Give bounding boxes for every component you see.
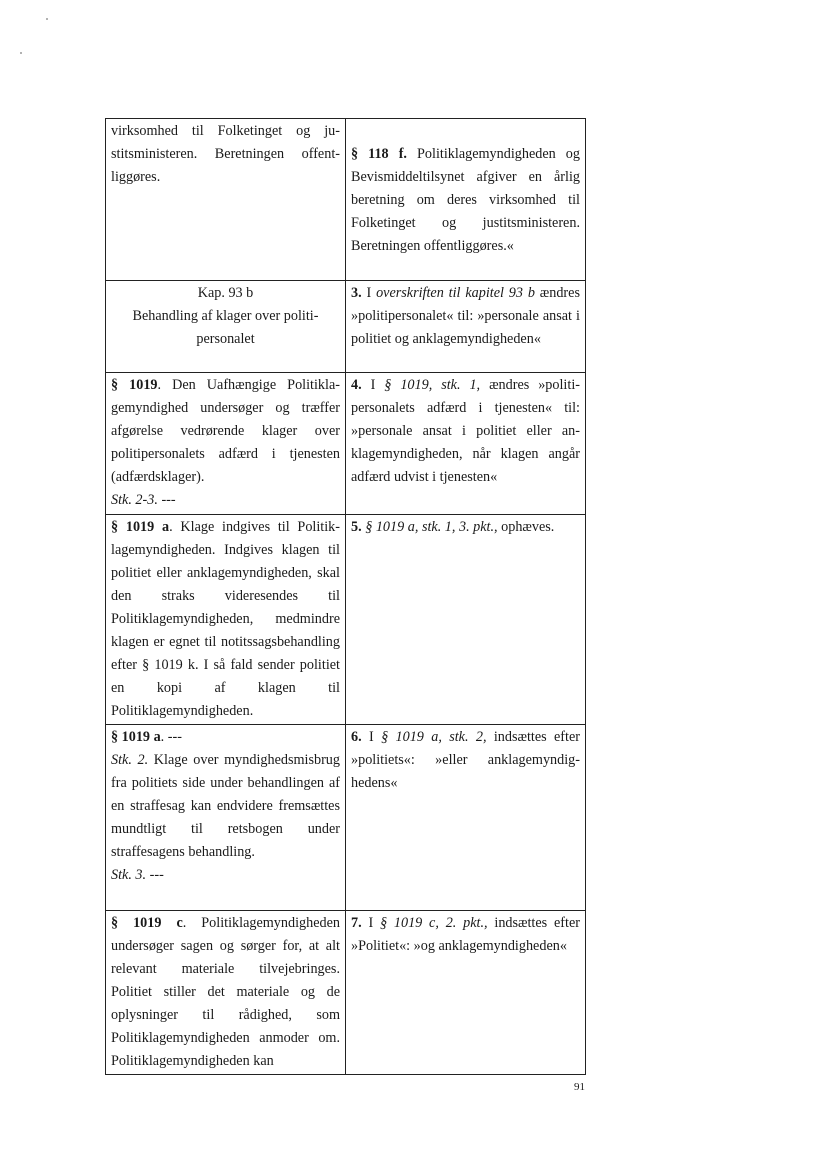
amendment-number: 3.: [351, 285, 362, 301]
current-law-text: . Klage indgives til Politiklagemyndigheden. Indgives klagen til politiet eller anklagemyndigheden, skal den straks videresendes til Politiklagemyndigheden, medmindre klagen er egnet til notitssagsbehandling efter § 1019 k. I så fald sender politiet en kopi af klagen til Politiklagemyndigheden.: [111, 519, 341, 719]
table-row: [106, 373, 586, 515]
table-row: [106, 515, 586, 725]
section-ref: § 1019: [111, 377, 158, 393]
amendment-ref: § 1019 a, stk. 2,: [381, 729, 487, 745]
current-law-cell: [106, 515, 346, 725]
table-row: [106, 911, 586, 1075]
amendment-cell: [346, 119, 586, 281]
table-row: [106, 281, 586, 373]
amendment-cell: 3. I overskriften til kapitel 93 b ændres »politipersonalet« til: »personale ansat i politiet og anklagemyndigheden«: [346, 281, 586, 373]
amendment-text: indsættes efter »politiets«: »eller anklagemyndighedens«: [351, 729, 580, 791]
amendment-text: , ophæves.: [494, 519, 555, 535]
stk-ref: Stk. 3.: [111, 867, 147, 883]
current-law-cell: [106, 281, 346, 373]
amendment-cell: 6. I § 1019 a, stk. 2, indsættes efter »politiets«: »eller anklagemyndighedens«: [346, 725, 586, 911]
amendment-text: indsættes efter »Politiet«: »og anklagemyndigheden«: [351, 915, 580, 954]
current-law-text: . Den Uafhængige Politiklagemyndighed undersøger og træffer afgørelse vedrørende klager over politipersonalets adfærd i tjenesten (adfærdsklager).: [111, 377, 340, 485]
current-law-cell: [106, 911, 346, 1075]
amendment-ref: overskriften til kapitel 93 b: [376, 285, 535, 301]
page-number: 91: [574, 1081, 585, 1093]
amendment-ref: § 1019, stk. 1,: [384, 377, 481, 393]
amendment-number: 7.: [351, 915, 362, 931]
current-law-cell: § 1019 a. --- Stk. 2. Klage over myndighedsmisbrug fra politiets side under behandlingen af en straffesag kan endvidere fremsættes mundtligt til retsbogen under straffesagens behandling. Stk. 3. ---: [106, 725, 346, 911]
current-law-text: virksomhed til Folketinget og justitsministeren. Beretningen offentliggøres.: [111, 123, 340, 185]
scan-speck: [46, 18, 48, 20]
current-law-text: Klage over myndighedsmisbrug fra politiets side under behandlingen af en straffesag kan endvidere fremsættes mundtligt til retsbogen under straffesagens behandling.: [111, 752, 340, 860]
stk-ref: Stk. 2-3.: [111, 492, 158, 508]
section-ref: § 1019 a: [111, 729, 161, 745]
section-ref: § 1019 c: [111, 915, 183, 931]
current-law-cell: [106, 119, 346, 281]
amendment-number: 5.: [351, 519, 362, 535]
scan-speck: [20, 52, 22, 54]
chapter-number: Kap. 93 b: [197, 285, 254, 301]
amendment-number: 6.: [351, 729, 362, 745]
stk-ref: Stk. 2.: [111, 752, 149, 768]
amendment-cell: 4. I § 1019, stk. 1, ændres »politipersonalets adfærd i tjenesten« til: »personale ansat i politiet eller anklagemyndigheden, når klagen angår adfærd udvist i tjenesten«: [346, 373, 586, 515]
section-ref: § 1019 a: [111, 519, 170, 535]
amendment-ref: § 1019 a, stk. 1, 3. pkt.: [365, 519, 495, 535]
current-law-cell: § 1019. Den Uafhængige Politiklagemyndighed undersøger og træffer afgørelse vedrørende klager over politipersonalets adfærd i tjenesten (adfærdsklager). Stk. 2-3. ---: [106, 373, 346, 515]
amendment-ref: § 1019 c, 2. pkt.,: [379, 915, 488, 931]
amendment-text: ændres »politipersonalets adfærd i tjenesten« til: »personale ansat i politiet eller anklagemyndigheden, når klagen angår adfærd udvist i tjenesten«: [351, 377, 580, 485]
amendment-text: Politiklagemyndigheden og Bevismiddeltilsynet afgiver en årlig beretning om deres virksomhed til Folketinget og justitsministeren. Beretningen offentliggøres.«: [351, 146, 580, 254]
table-row: [106, 725, 586, 911]
amendment-number: 4.: [351, 377, 362, 393]
amendment-cell: [346, 515, 586, 725]
chapter-title: Behandling af klager over politipersonalet: [132, 308, 319, 347]
amendment-cell: 7. I § 1019 c, 2. pkt., indsættes efter »Politiet«: »og anklagemyndigheden«: [346, 911, 586, 1075]
current-law-text: . Politiklagemyndigheden undersøger sagen og sørger for, at alt relevant materiale tilvejebringes. Politiet stiller det materiale og de oplysninger til rådighed, som Politiklagemyndigheden anmoder om. Politiklagemyndigheden kan: [111, 915, 340, 1069]
table-row: [106, 119, 586, 281]
amendment-text: ændres »politipersonalet« til: »personale ansat i politiet og anklagemyndigheden«: [351, 285, 580, 347]
section-ref: § 118 f.: [351, 146, 407, 162]
comparison-table: [105, 118, 586, 1075]
